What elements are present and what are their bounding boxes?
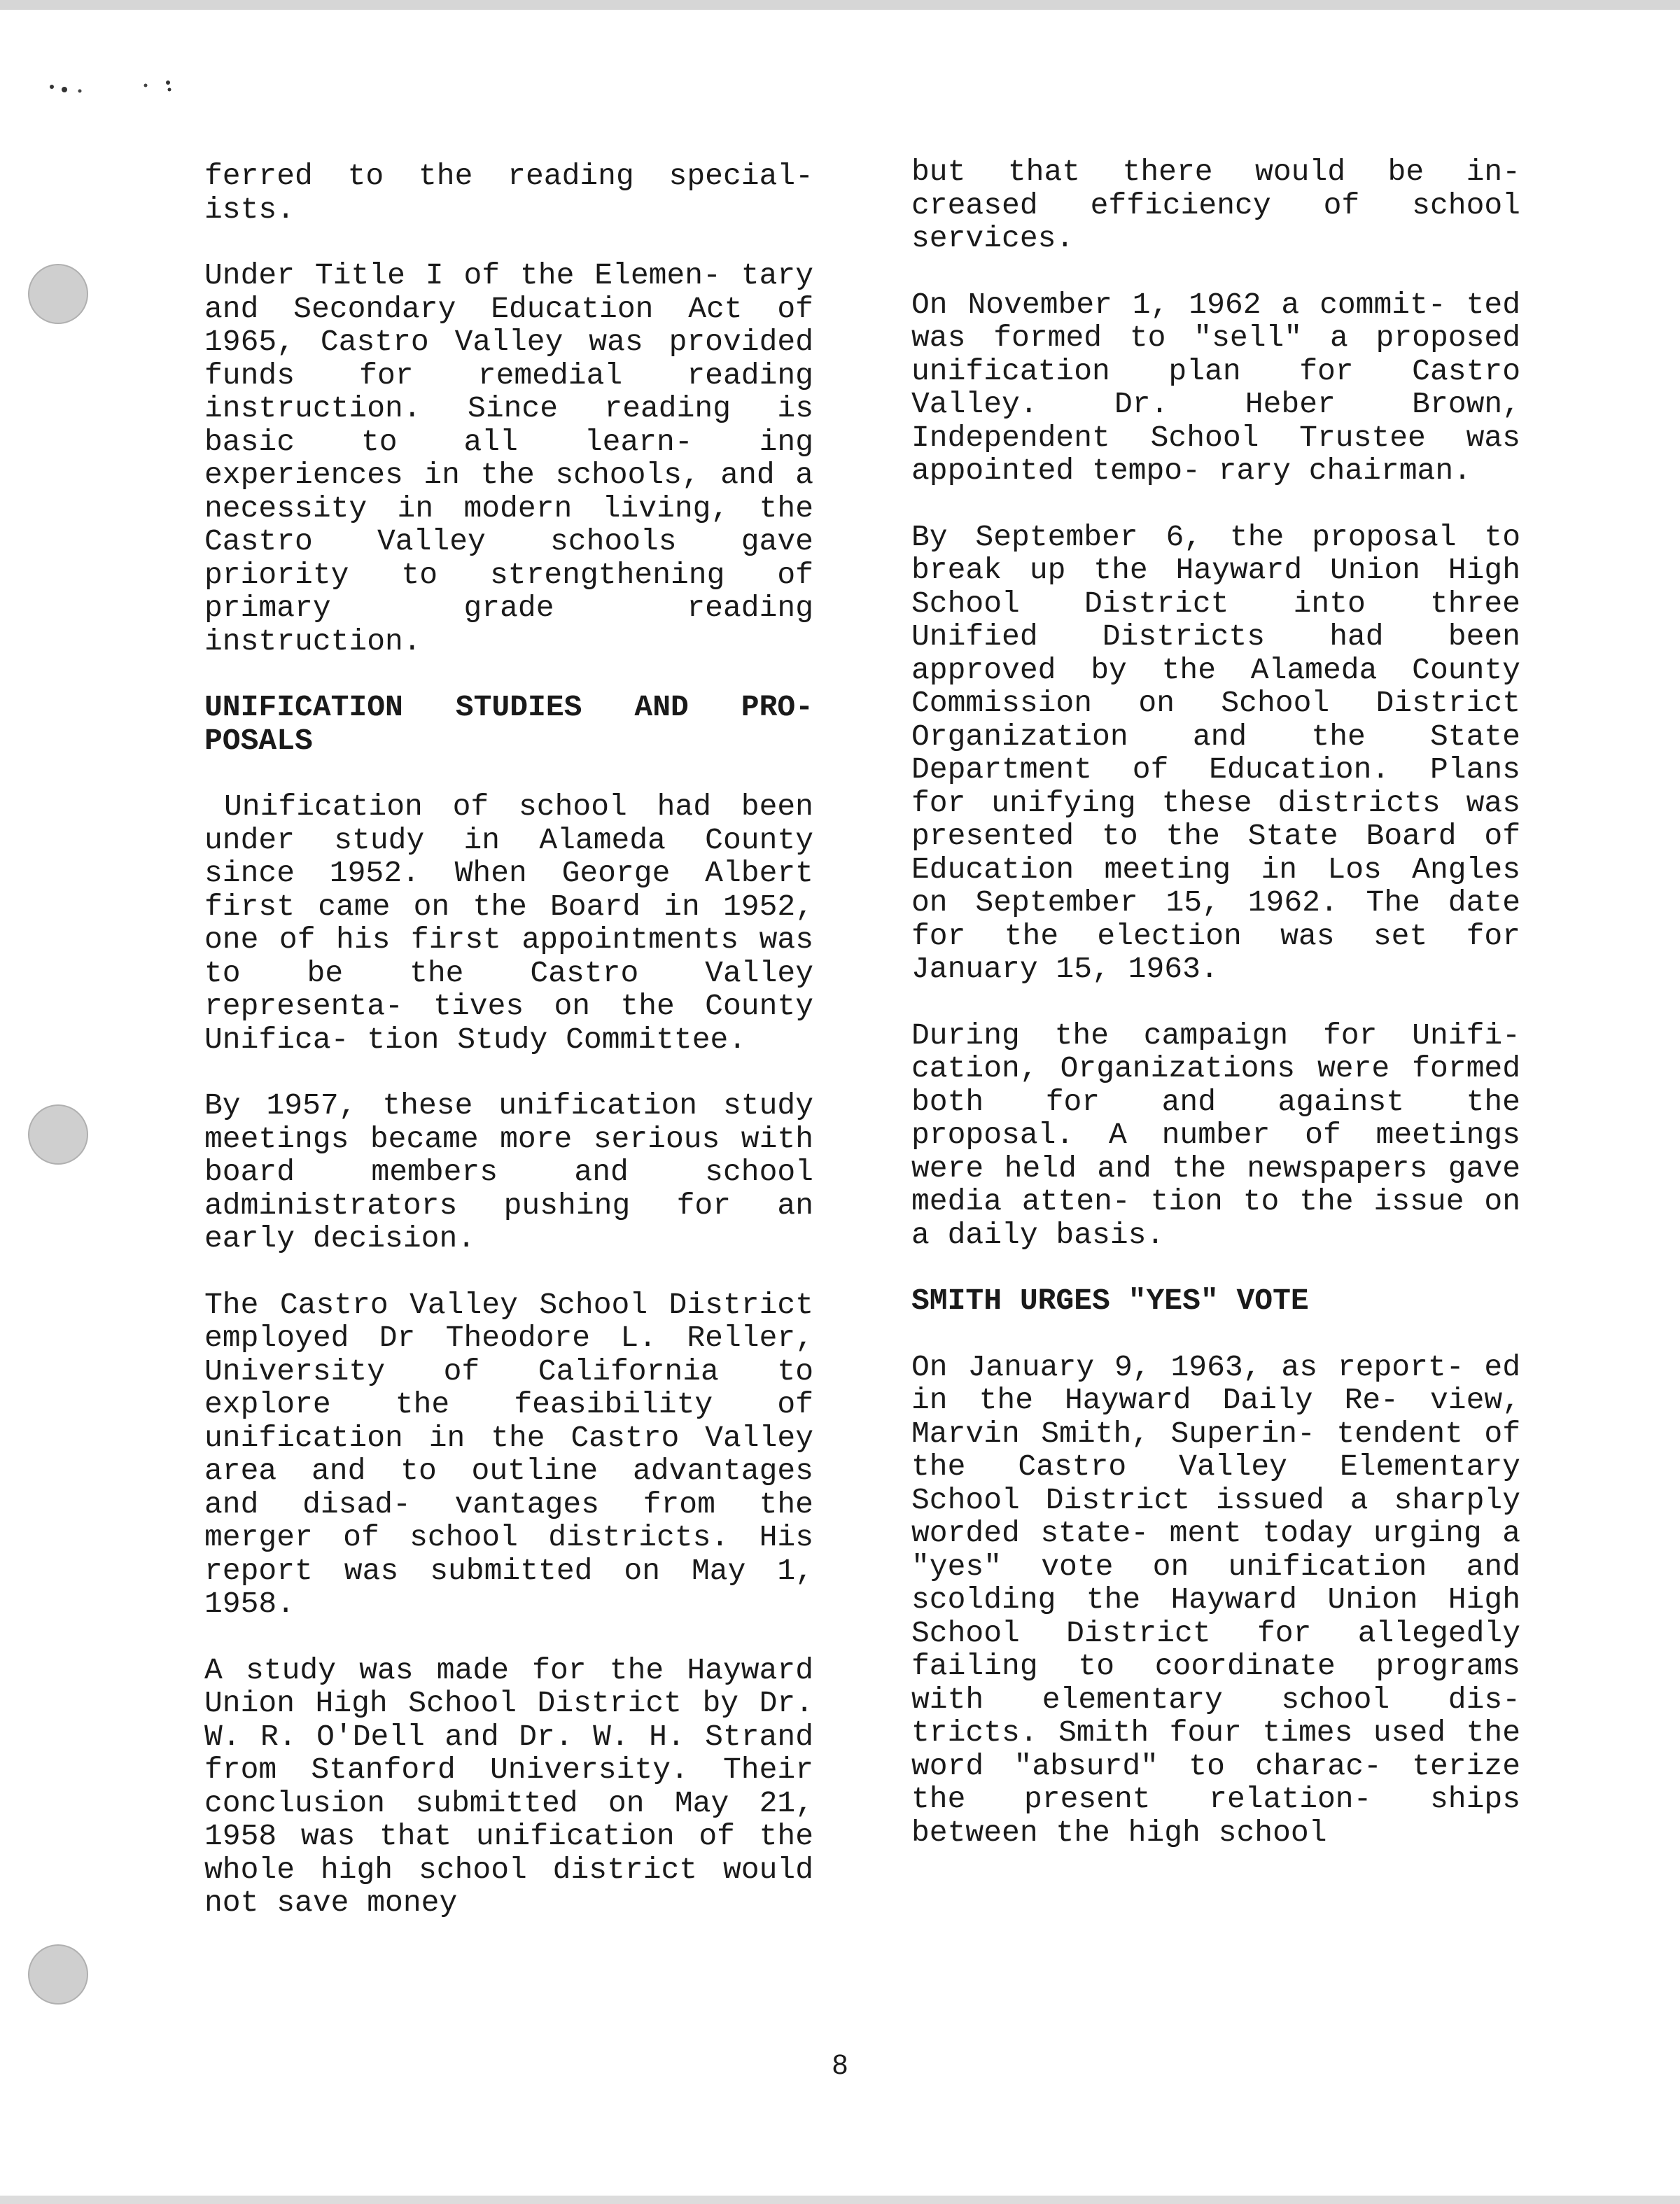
right-column [911, 155, 1520, 1882]
section-heading-smith: SMITH URGES "YES" VOTE [911, 1284, 1309, 1318]
scan-specks [43, 73, 183, 101]
punch-hole-middle [28, 1104, 88, 1165]
punch-hole-bottom [28, 1944, 88, 2005]
section-heading-unification: UNIFICATION STUDIES AND PRO- POSALS [204, 690, 813, 758]
scan-edge-bottom [0, 2196, 1680, 2204]
left-paragraph-3: Unification of school had been under study in Alameda County since 1952. When George Albert first came on the Board in 1952, one of his first appointments was to be the Castro Valley representa- tives on the County Unifica- tion Study Committee. [204, 789, 813, 1057]
right-paragraph-4: During the campaign for Unifi- cation, Organizations were formed both for and against the proposal. A number of meetings were held and the newspapers gave media atten- tion to the issue on a daily basis. [911, 1018, 1520, 1252]
scan-edge-top [0, 0, 1680, 10]
punch-hole-top [28, 264, 88, 324]
left-paragraph-6: A study was made for the Hayward Union High School District by Dr. W. R. O'Dell and Dr. W. H. Strand from Stanford University. Their conclusion submitted on May 21, 1958 was that unification of the whole high school district would not save money [204, 1652, 813, 1920]
left-paragraph-2: Under Title I of the Elemen- tary and Secondary Education Act of 1965, Castro Valley was provided funds for remedial reading instruction. Since reading is basic to all learn- ing experiences in the schools, and a necessity in modern living, the Castro Valley schools gave priority to strengthening of primary grade reading instruction. [204, 258, 813, 659]
right-paragraph-2: On November 1, 1962 a commit- ted was formed to "sell" a proposed unification plan for Castro Valley. Dr. Heber Brown, Independent School Trustee was appointed tempo- rary chairman. [911, 287, 1520, 488]
right-paragraph-5: On January 9, 1963, as report- ed in the Hayward Daily Re- view, Marvin Smith, Superin- tendent of the Castro Valley Elementary School District issued a sharply worded state- ment today urging a "yes" vote on unification and scolding the Hayward Union High School District for allegedly failing to coordinate programs with elementary school dis- tricts. Smith four times used the word "absurd" to charac- terize the present relation- ships between the high school [911, 1349, 1520, 1850]
left-paragraph-4: By 1957, these unification study meetings became more serious with board members and school administrators pushing for an early decision. [204, 1088, 813, 1256]
left-column [204, 160, 813, 1953]
page-number: 8 [832, 2049, 848, 2080]
left-paragraph-5: The Castro Valley School District employed Dr Theodore L. Reller, University of California to explore the feasibility of unification in the Castro Valley area and to outline advantages and disad- vantages from the merger of school districts. His report was submitted on May 1, 1958. [204, 1287, 813, 1621]
right-paragraph-3: By September 6, the proposal to break up the Hayward Union High School District into three Unified Districts had been approved by the Alameda County Commission on School District Organization and the State Department of Education. Plans for unifying these districts was presented to the State Board of Education meeting in Los Angles on September 15, 1962. The date for the election was set for January 15, 1963. [911, 519, 1520, 986]
right-paragraph-1: but that there would be in- creased efficiency of school services. [911, 155, 1520, 255]
left-paragraph-1: ferred to the reading special- ists. [204, 159, 813, 227]
